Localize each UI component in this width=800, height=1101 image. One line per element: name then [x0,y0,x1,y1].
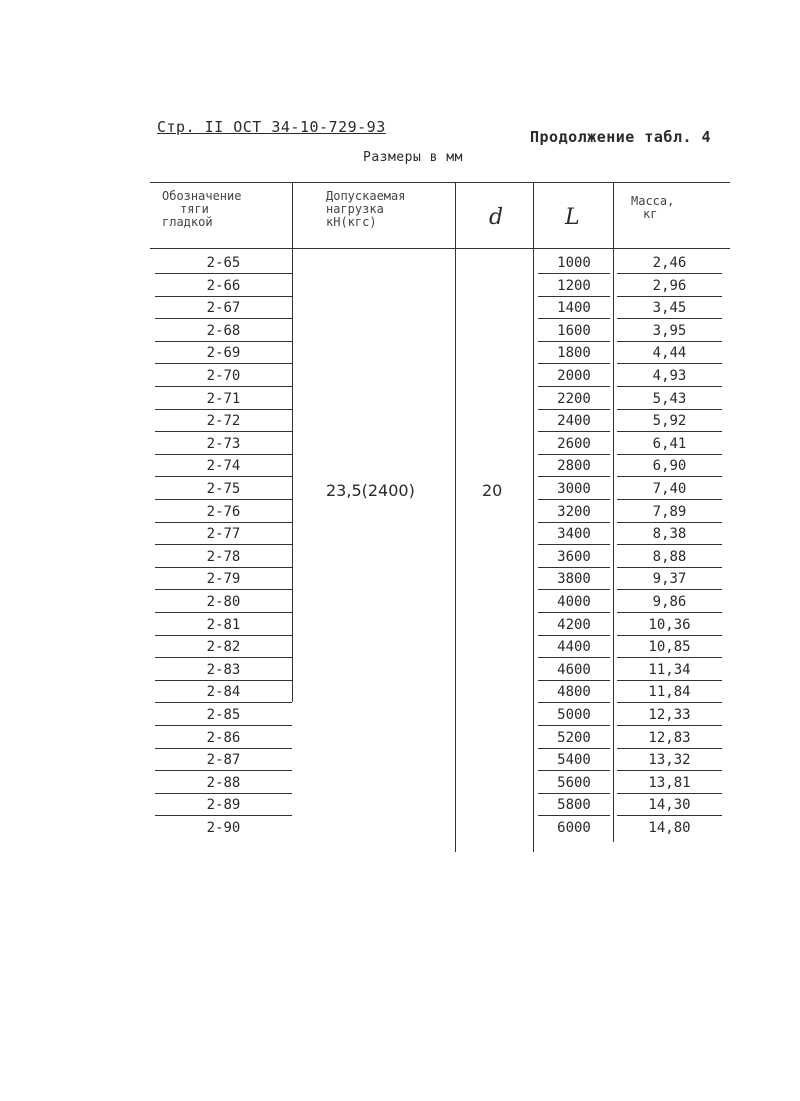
length-cell: 2000 [538,366,610,387]
mass-cell: 7,40 [617,479,722,500]
designation-cell: 2-80 [155,592,292,613]
designation-cell: 2-71 [155,389,292,410]
header-bottom-rule [150,248,730,249]
length-cell: 5200 [538,728,610,749]
document-reference: Стр. II ОСТ 34-10-729-93 [157,118,386,136]
length-cell: 5600 [538,773,610,794]
column-header-line: Допускаемая [326,189,406,203]
designation-cell: 2-78 [155,547,292,568]
table-continuation-label: Продолжение табл. 4 [530,128,712,146]
mass-cell: 8,38 [617,524,722,545]
mass-cell: 12,33 [617,705,722,726]
length-cell: 6000 [557,820,591,836]
designation-cell: 2-73 [155,434,292,455]
mass-cell: 6,41 [617,434,722,455]
length-cell: 5000 [538,705,610,726]
length-cell: 4200 [538,615,610,636]
designation-cell: 2-69 [155,343,292,364]
column-divider [533,182,534,852]
mass-cell: 10,85 [617,637,722,658]
designation-cell: 2-83 [155,660,292,681]
column-divider [292,182,293,702]
column-header-mass [631,195,674,221]
table-top-rule [150,182,730,183]
designation-cell: 2-85 [155,705,292,726]
length-cell: 5800 [538,795,610,816]
designation-cell: 2-86 [155,728,292,749]
column-header-d: d [489,205,504,230]
designation-cell: 2-74 [155,456,292,477]
length-cell: 1800 [538,343,610,364]
column-header-line: тяги [180,202,209,216]
length-cell: 1600 [538,321,610,342]
designation-cell: 2-75 [155,479,292,500]
mass-cell: 2,46 [617,253,722,274]
length-cell: 2200 [538,389,610,410]
column-divider [455,182,456,852]
length-cell: 4000 [538,592,610,613]
d-value: 20 [482,481,503,500]
mass-cell: 13,32 [617,750,722,771]
column-header-line: кг [643,207,658,221]
column-header-designation [162,190,241,229]
length-cell: 3400 [538,524,610,545]
length-cell: 4400 [538,637,610,658]
column-header-load [326,190,405,229]
mass-cell: 3,95 [617,321,722,342]
designation-cell: 2-70 [155,366,292,387]
length-cell: 2800 [538,456,610,477]
designation-cell: 2-84 [155,682,292,703]
designation-cell: 2-65 [155,253,292,274]
designation-cell: 2-88 [155,773,292,794]
mass-cell: 9,86 [617,592,722,613]
length-cell: 5400 [538,750,610,771]
mass-cell: 10,36 [617,615,722,636]
mass-cell: 13,81 [617,773,722,794]
mass-cell: 11,84 [617,682,722,703]
mass-cell: 4,44 [617,343,722,364]
column-header-l: L [565,205,580,230]
length-cell: 4600 [538,660,610,681]
column-header-line: Обозначение [162,189,242,203]
column-header-line: кН(кгс) [326,215,377,229]
mass-cell: 14,30 [617,795,722,816]
length-cell: 3600 [538,547,610,568]
length-cell: 1400 [538,298,610,319]
mass-cell: 9,37 [617,569,722,590]
length-cell: 2600 [538,434,610,455]
units-note: Размеры в мм [363,150,463,165]
mass-cell: 14,80 [648,820,691,836]
mass-cell: 5,92 [617,411,722,432]
length-cell: 3800 [538,569,610,590]
length-cell: 4800 [538,682,610,703]
mass-cell: 12,83 [617,728,722,749]
length-cell: 3000 [538,479,610,500]
mass-cell: 8,88 [617,547,722,568]
designation-cell: 2-76 [155,502,292,523]
column-header-line: гладкой [162,215,213,229]
designation-cell: 2-89 [155,795,292,816]
designation-cell: 2-68 [155,321,292,342]
column-divider [613,182,614,842]
mass-cell: 4,93 [617,366,722,387]
designation-cell: 2-90 [206,820,241,836]
designation-cell: 2-81 [155,615,292,636]
mass-cell: 11,34 [617,660,722,681]
designation-cell: 2-79 [155,569,292,590]
column-header-line: нагрузка [326,202,384,216]
mass-cell: 2,96 [617,276,722,297]
mass-cell: 5,43 [617,389,722,410]
column-header-line: Масса, [631,194,675,208]
mass-cell: 3,45 [617,298,722,319]
load-value: 23,5(2400) [326,481,415,500]
length-cell: 3200 [538,502,610,523]
designation-cell: 2-87 [155,750,292,771]
designation-cell: 2-67 [155,298,292,319]
length-cell: 1200 [538,276,610,297]
designation-cell: 2-82 [155,637,292,658]
length-cell: 1000 [538,253,610,274]
designation-cell: 2-72 [155,411,292,432]
length-cell: 2400 [538,411,610,432]
mass-cell: 6,90 [617,456,722,477]
designation-cell: 2-66 [155,276,292,297]
designation-cell: 2-77 [155,524,292,545]
mass-cell: 7,89 [617,502,722,523]
